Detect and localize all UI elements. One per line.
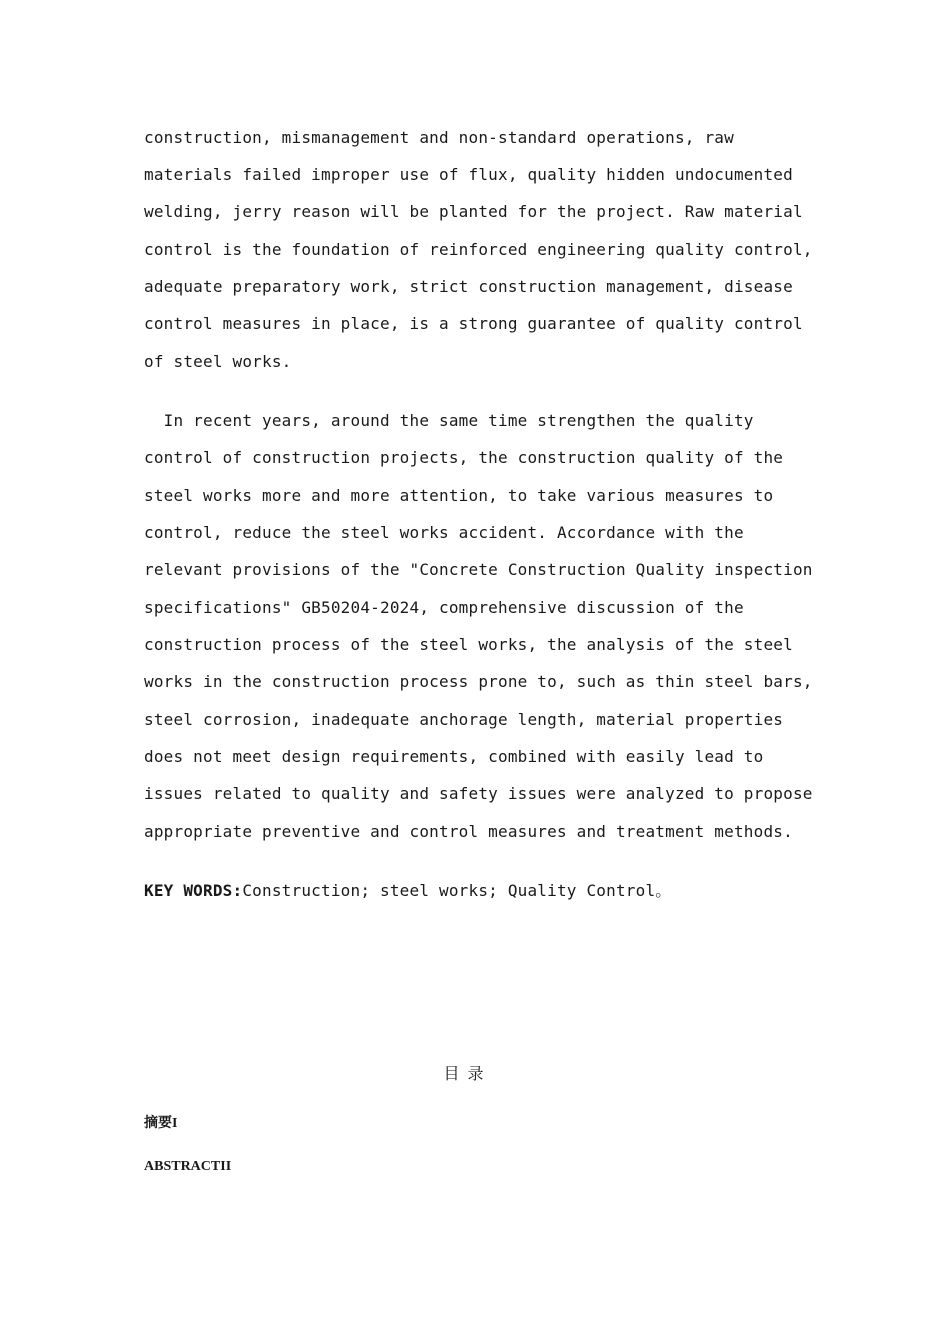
paragraph-line: materials failed improper use of flux, quality hidden undocumented [144, 165, 793, 184]
paragraph-line: adequate preparatory work, strict construction management, disease [144, 277, 793, 296]
toc-title: 目录 [443, 1064, 492, 1083]
paragraph-line: does not meet design requirements, combined with easily lead to [144, 747, 764, 766]
paragraph-line: of steel works. [144, 352, 292, 371]
keywords-label: KEY WORDS: [144, 881, 243, 900]
toc-item-abstract-cn[interactable]: 摘要I [144, 1116, 178, 1131]
paragraph-line: welding, jerry reason will be planted for the project. Raw material [144, 202, 803, 221]
paragraph-line: In recent years, around the same time strengthen the quality [144, 411, 754, 430]
keywords-line [144, 881, 672, 901]
keywords-value: Construction; steel works; Quality Control。 [242, 881, 672, 900]
paragraph-line: construction process of the steel works, the analysis of the steel [144, 635, 793, 654]
paragraph-line: steel corrosion, inadequate anchorage length, material properties [144, 710, 784, 729]
paragraph-line: control is the foundation of reinforced engineering quality control, [144, 240, 813, 259]
toc-item-abstract-en[interactable]: ABSTRACTII [144, 1159, 232, 1174]
paragraph-line: control, reduce the steel works accident. Accordance with the [144, 523, 744, 542]
paragraph-line: control of construction projects, the construction quality of the [144, 448, 784, 467]
paragraph-line: control measures in place, is a strong guarantee of quality control [144, 314, 803, 333]
paragraph-line: specifications" GB50204-2024, comprehensive discussion of the [144, 598, 744, 617]
paragraph-line: issues related to quality and safety issues were analyzed to propose [144, 784, 813, 803]
paragraph-line: works in the construction process prone to, such as thin steel bars, [144, 672, 813, 691]
paragraph-line: construction, mismanagement and non-standard operations, raw [144, 128, 734, 147]
paragraph-line: relevant provisions of the "Concrete Construction Quality inspection [144, 560, 813, 579]
paragraph-line: appropriate preventive and control measures and treatment methods. [144, 822, 793, 841]
paragraph-line: steel works more and more attention, to take various measures to [144, 486, 774, 505]
